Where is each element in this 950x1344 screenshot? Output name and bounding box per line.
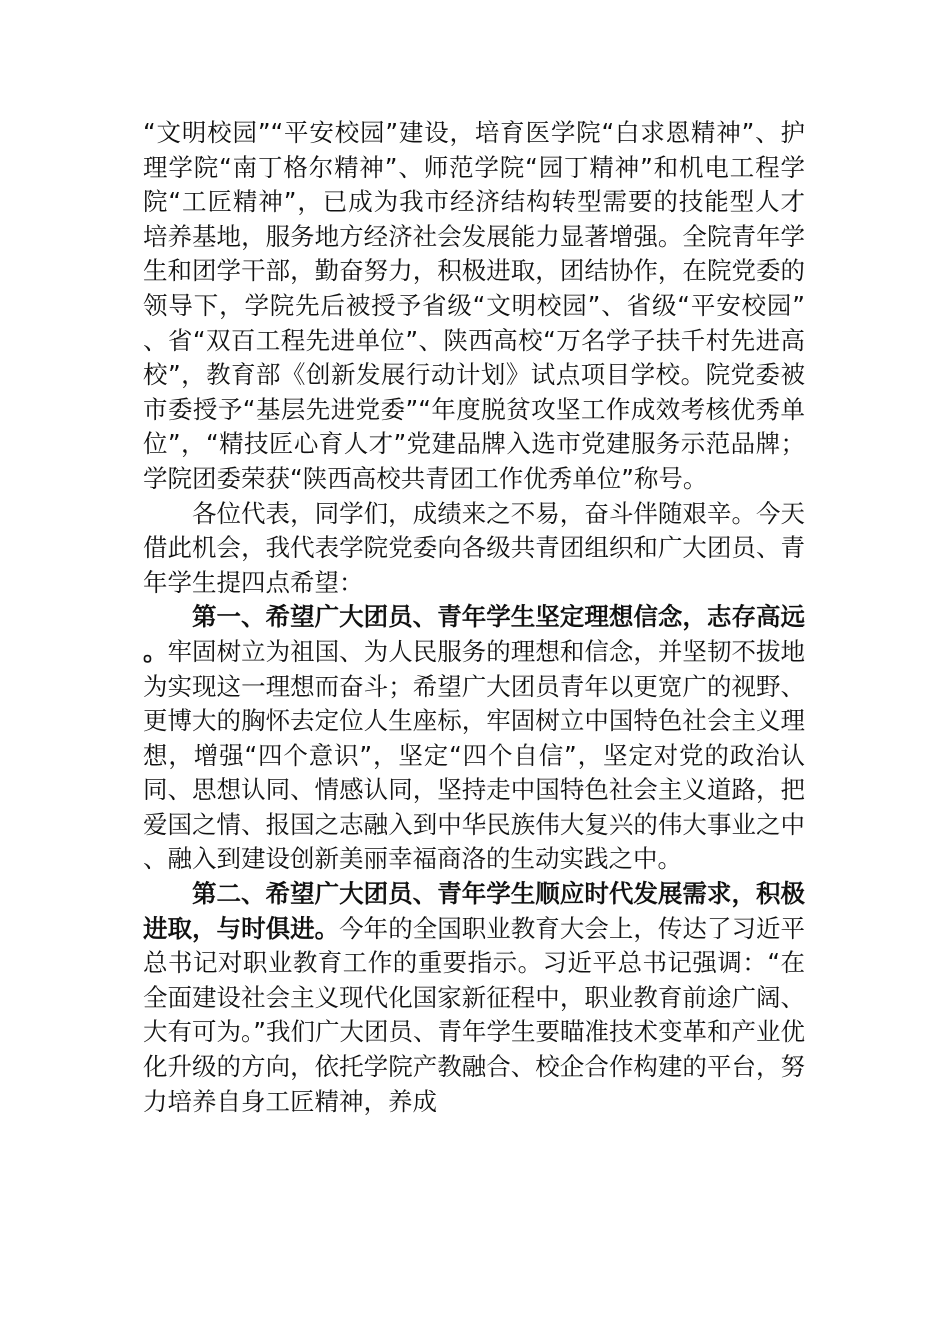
document-page bbox=[143, 116, 805, 1119]
paragraph-body: 各位代表，同学们，成绩来之不易，奋斗伴随艰辛。今天借此机会，我代表学院党委向各级共青团组织和广大团员、青年学生提四点希望： bbox=[143, 498, 805, 597]
paragraph-body: “文明校园”“平安校园”建设，培育医学院“白求恩精神”、护理学院“南丁格尔精神”、师范学院“园丁精神”和机电工程学院“工匠精神”，已成为我市经济结构转型需要的技能型人才培养基地，服务地方经济社会发展能力显著增强。全院青年学生和团学干部，勤奋努力，积极进取，团结协作，在院党委的领导下，学院先后被授予省级“文明校园”、省级“平安校园”、省“双百工程先进单位”、陕西高校“万名学子扶千村先进高校”，教育部《创新发展行动计划》试点项目学校。院党委被市委授予“基层先进党委”“年度脱贫攻坚工作成效考核优秀单位”，“精技匠心育人才”党建品牌入选市党建服务示范品牌；学院团委荣获“陕西高校共青团工作优秀单位”称号。 bbox=[143, 118, 805, 493]
paragraph-four-hopes-intro bbox=[143, 497, 805, 601]
paragraph-heading: 第二、希望广大团员、青年学生顺应时代发展需求，积极进取，与时俱进。 bbox=[143, 879, 805, 943]
paragraph-body: 牢固树立为祖国、为人民服务的理想和信念，并坚韧不拔地为实现这一理想而奋斗；希望广大团员青年以更宽广的视野、更博大的胸怀去定位人生座标，牢固树立中国特色社会主义理想，增强“四个意识”，坚定“四个自信”，坚定对党的政治认同、思想认同、情感认同，坚持走中国特色社会主义道路，把爱国之情、报国之志融入到中华民族伟大复兴的伟大事业之中、融入到建设创新美丽幸福商洛的生动实践之中。 bbox=[143, 636, 806, 874]
paragraph-campus-achievements bbox=[143, 116, 805, 497]
paragraph-hope-two bbox=[143, 877, 805, 1119]
paragraph-body: 今年的全国职业教育大会上，传达了习近平总书记对职业教育工作的重要指示。习近平总书记强调：“在全面建设社会主义现代化国家新征程中，职业教育前途广阔、大有可为。”我们广大团员、青年学生要瞄准技术变革和产业优化升级的方向，依托学院产教融合、校企合作构建的平台，努力培养自身工匠精神，养成 bbox=[143, 913, 806, 1116]
paragraph-heading: 第一、希望广大团员、青年学生坚定理想信念，志存高远。 bbox=[143, 602, 805, 666]
paragraph-hope-one bbox=[143, 600, 805, 877]
